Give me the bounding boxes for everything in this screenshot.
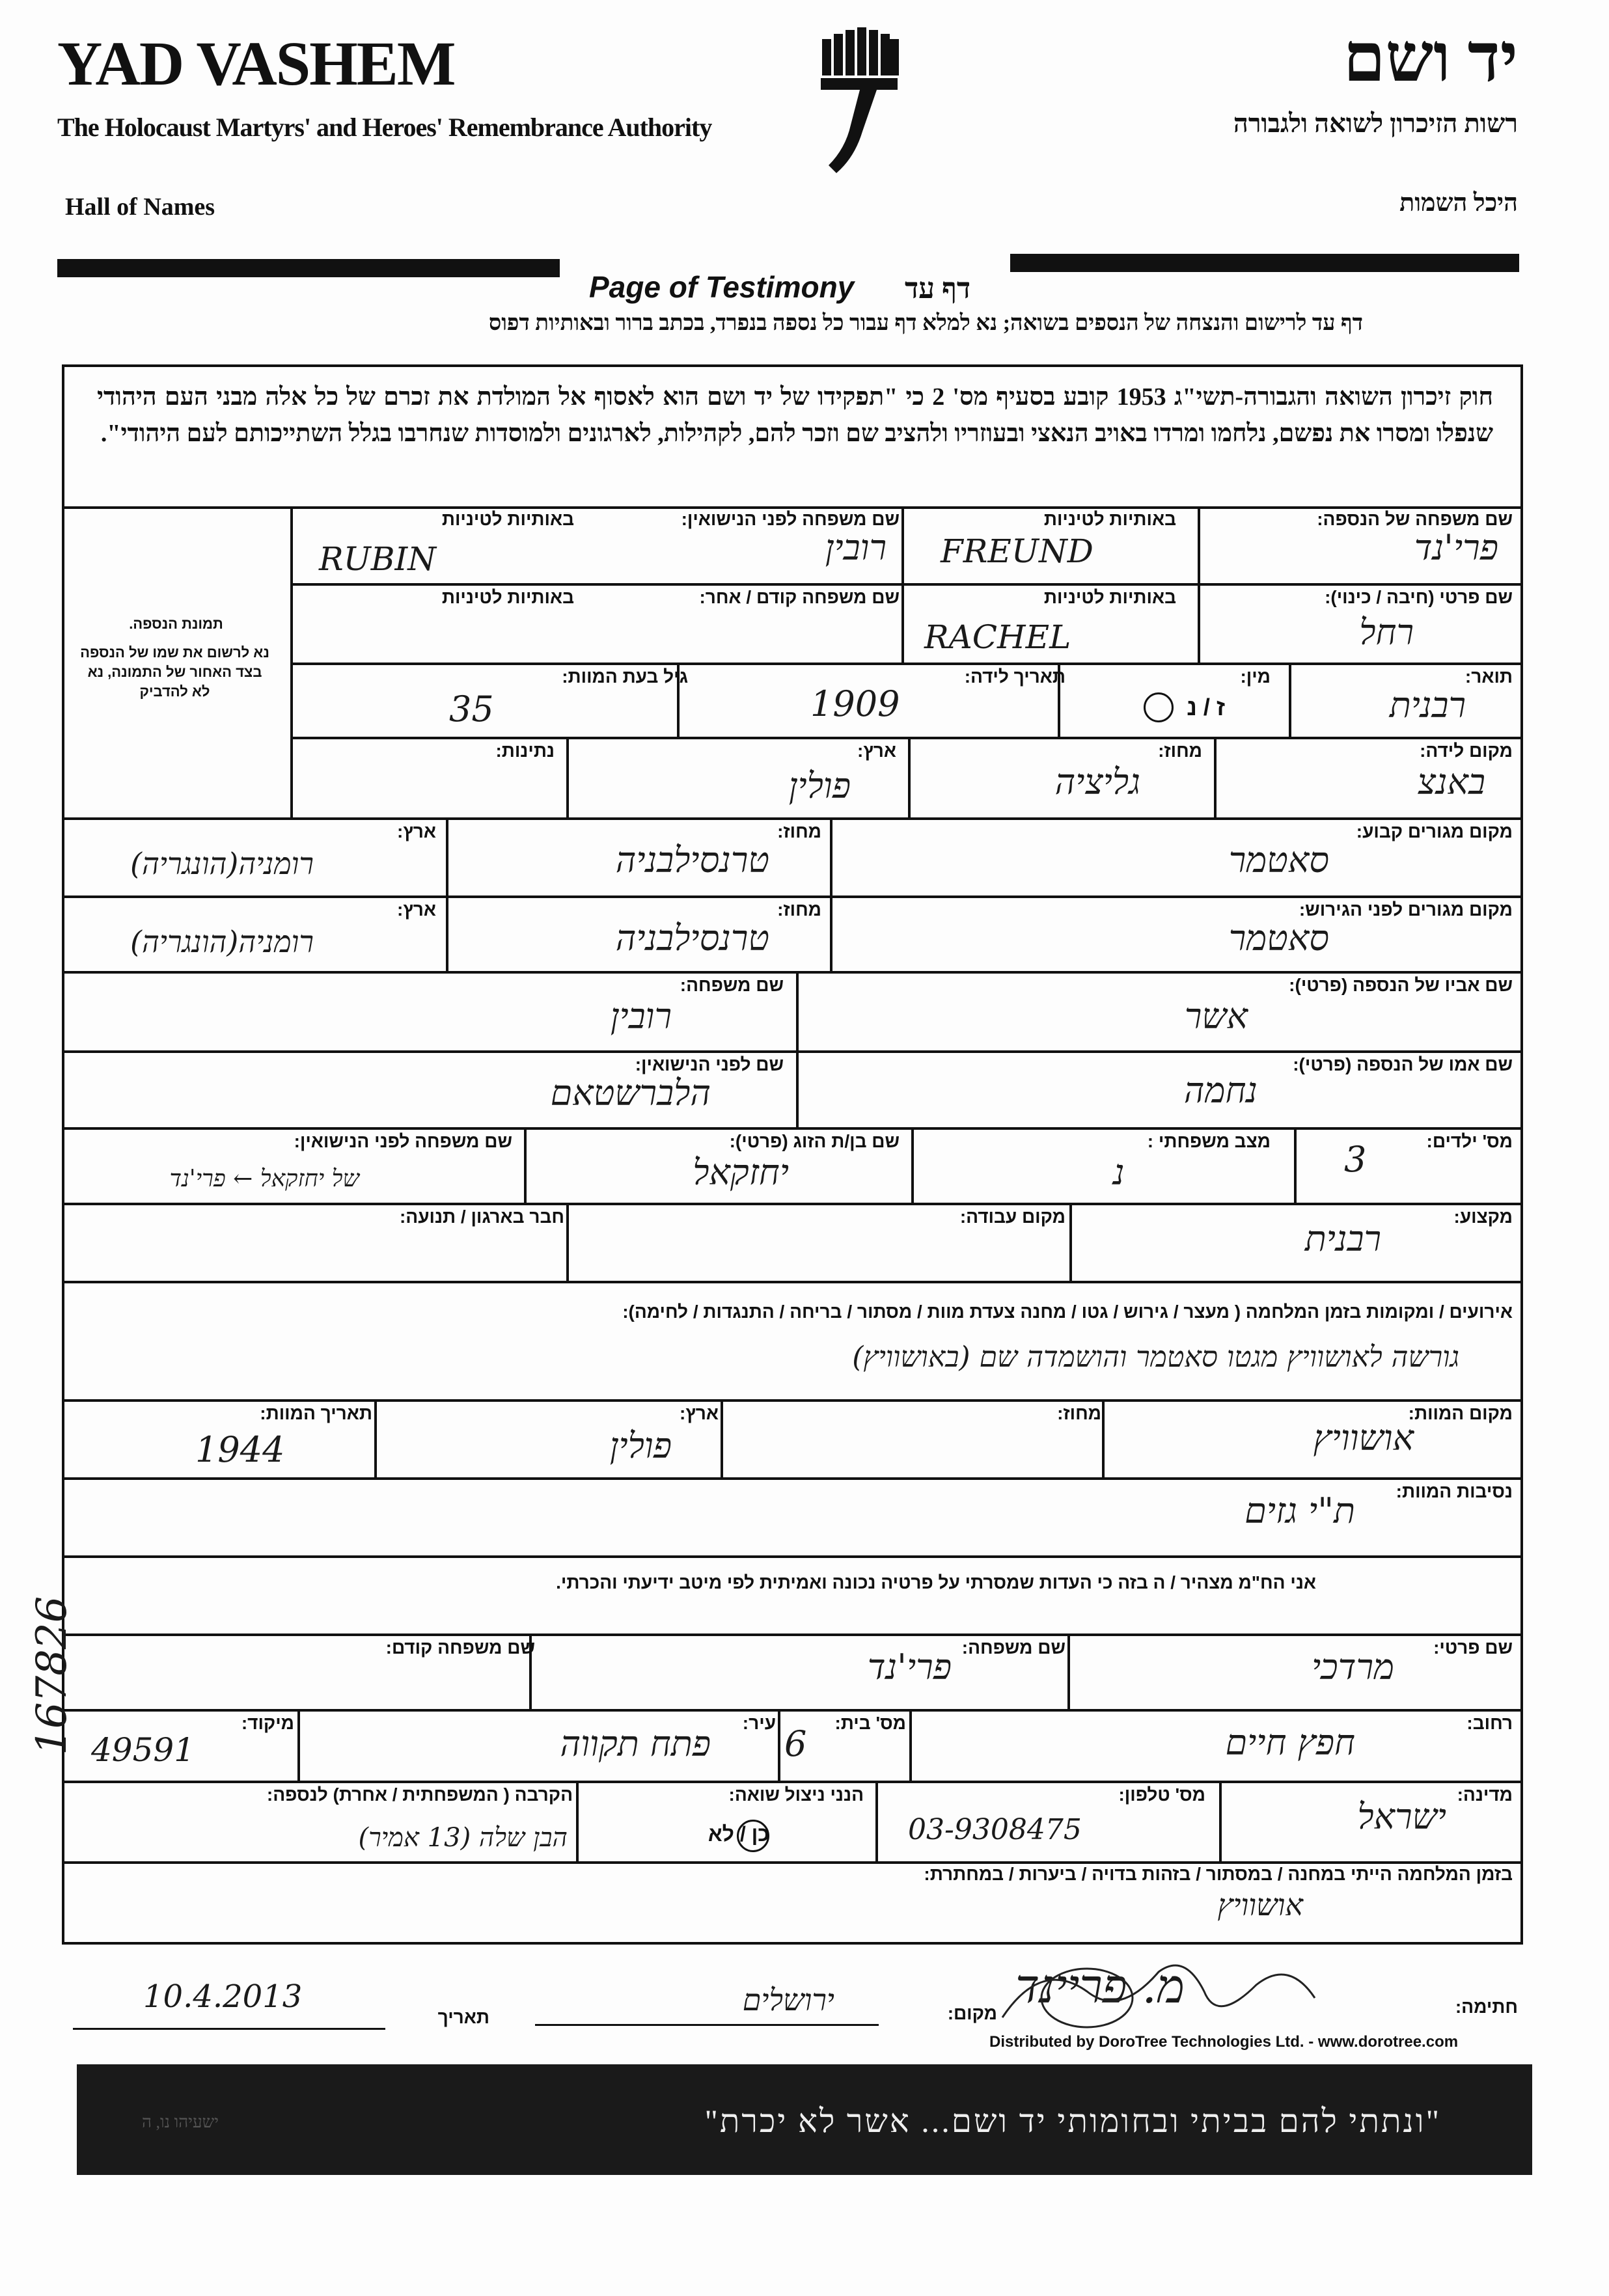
declaration-text: אני הח"מ מצהיר / ה בזה כי העדות שמסרתי על פרטיה נכונה ואמיתית לפי מיטב ידיעתי והכרתי. (556, 1572, 1316, 1592)
label-spouse-name: שם בן/ת הזוג (פרטי): (729, 1131, 900, 1151)
label-place: מקום: (947, 2003, 997, 2023)
label-witness-prev: שם משפחה קודם: (385, 1637, 535, 1658)
label-before-dep-region: מחוז: (777, 899, 821, 920)
label-house-no: מס' בית: (834, 1713, 906, 1733)
page-title-en: Page of Testimony (589, 270, 855, 304)
label-gender: מין: (1240, 666, 1271, 687)
value-maiden-latin[interactable]: RUBIN (319, 540, 437, 578)
date-line (73, 2028, 385, 2030)
gender-selected-circle-icon (1144, 692, 1174, 722)
value-first-he[interactable]: רחל (1359, 612, 1414, 653)
hall-of-names-en: Hall of Names (65, 193, 215, 221)
org-subtitle-he: רשות הזיכרון לשואה ולגבורה (1233, 109, 1518, 138)
label-first-name: שם פרטי (חיבה / כינוי): (1325, 587, 1513, 607)
label-signature: חתימה: (1455, 1997, 1518, 2017)
value-death-date[interactable]: 1944 (195, 1429, 285, 1470)
footer-band (77, 2064, 1532, 2175)
header-bar-right (1010, 254, 1519, 272)
photo-box[interactable] (62, 506, 293, 819)
distributor-credit: Distributed by DoroTree Technologies Ltd. - www.dorotree.com (989, 2033, 1459, 2051)
value-age-at-death[interactable]: 35 (449, 689, 494, 730)
value-street[interactable]: חפץ חיים (1225, 1722, 1355, 1763)
label-age-at-death: גיל בעת המוות: (562, 666, 688, 687)
label-death-circumstances: נסיבות המוות: (1396, 1481, 1513, 1501)
gender-options[interactable]: ז / נ (1187, 694, 1225, 720)
label-latin-3: באותיות לטיניות (1043, 587, 1176, 607)
value-title[interactable]: רבנית (1389, 685, 1466, 726)
label-marital-status: מצב משפחתי : (1147, 1131, 1271, 1151)
label-profession: מקצוע: (1453, 1207, 1513, 1227)
label-date: תאריך (437, 2007, 489, 2027)
label-wartime-events: אירועים / ומקומות בזמן המלחמה ( מעצר / גירוש / גטו / מחנה צעדת מוות / מסתור / בריחה / התנגדות / לחימה): (622, 1302, 1513, 1322)
value-signature[interactable]: מ. פריינד (1015, 1959, 1185, 2014)
value-relation[interactable]: הבן שלה (13 אמיר) (358, 1823, 568, 1853)
org-name-he: יד ושם (1343, 21, 1518, 96)
label-mother-maiden: שם לפני הנישואין: (635, 1054, 784, 1074)
value-zip[interactable]: 49591 (91, 1731, 195, 1769)
label-witness-first: שם פרטי: (1433, 1637, 1513, 1658)
value-death-country[interactable]: פולין (609, 1425, 672, 1466)
label-state: מדינה: (1457, 1784, 1513, 1805)
value-phone[interactable]: 03-9308475 (908, 1813, 1082, 1846)
header-bar-left (57, 259, 560, 277)
law-box (62, 364, 1523, 506)
yad-vashem-logo-icon (817, 27, 901, 177)
value-first-latin[interactable]: RACHEL (924, 618, 1071, 656)
value-permanent-region[interactable]: טרנסילבניה (615, 840, 769, 881)
label-before-deportation: מקום מגורים לפני הגירוש: (1299, 899, 1513, 920)
label-relation: הקרבה ( המשפחתית / אחרת) לנספה: (266, 1784, 573, 1805)
label-citizenship: נתינות: (495, 741, 555, 761)
row-declaration (62, 1557, 1523, 1633)
value-before-dep-country[interactable]: רומניה(הונגריה) (130, 924, 314, 959)
signature-scribble-icon (989, 1946, 1328, 2043)
label-father-family: שם משפחה: (680, 975, 784, 995)
label-birth-date: תאריך לידה: (964, 666, 1066, 687)
label-permanent-residence: מקום מגורים קבוע: (1356, 821, 1513, 841)
page-title-he: דף עד (905, 273, 971, 305)
label-wartime-whereabouts: בזמן המלחמה הייתי במחנה / במסתור / בזהות בדויה / ביערות / במחתרת: (924, 1864, 1513, 1884)
label-workplace: מקום עבודה: (959, 1207, 1066, 1227)
label-spouse-maiden: שם משפחה לפני הנישואין: (294, 1131, 512, 1151)
label-city: עיר: (742, 1713, 776, 1733)
law-text: חוק זיכרון השואה והגבורה-תשי"ג 1953 קובע בסעיף מס' 2 כי "תפקידו של יד ושם הוא לאסוף אל המולדת את זכרם של כל אלה מבני העם היהודי שנפלו ומסרו את נפשם, נלחמו ומרדו באויב הנאצי ובעוזריו ולהציב שם וזכר להם, לקהילות, לארגונים ולמוסדות שנחרבו בגלל השתייכותם לעם היהודי". (97, 383, 1493, 447)
value-permanent-country[interactable]: רומניה(הונגריה) (130, 846, 314, 881)
label-death-date: תאריך המוות: (260, 1403, 372, 1423)
row-profession (62, 1204, 1523, 1281)
margin-number: 167826 (28, 1596, 76, 1755)
value-birth-year[interactable]: 1909 (810, 683, 900, 724)
label-phone: מס' טלפון: (1118, 1784, 1205, 1805)
value-death-circumstances[interactable]: ת"י גזים (1245, 1490, 1355, 1531)
value-state[interactable]: ישראל (1357, 1796, 1446, 1837)
value-date[interactable]: 10.4.2013 (143, 1978, 303, 2015)
value-marital-status[interactable]: נ (1113, 1152, 1125, 1193)
label-before-dep-country: ארץ: (397, 899, 436, 920)
value-profession[interactable]: רבנית (1304, 1218, 1381, 1259)
value-birth-region[interactable]: גליציה (1054, 761, 1140, 802)
value-before-dep-region[interactable]: טרנסילבניה (615, 918, 769, 959)
label-mother-name: שם אמו של הנספה (פרטי): (1293, 1054, 1513, 1074)
label-birth-country: ארץ: (857, 741, 896, 761)
label-prev-name: שם משפחה קודם / אחר: (699, 587, 900, 607)
photo-box-note: נא לרשום את שמו של הנספה בצד האחור של התמונה, נא לא להדביק (80, 644, 269, 700)
label-latin-2: באותיות לטיניות (441, 509, 574, 529)
photo-box-title: תמונת הנספה. (129, 616, 223, 632)
label-death-region: מחוז: (1057, 1403, 1101, 1423)
value-birth-country[interactable]: פולין (788, 765, 851, 806)
value-spouse-maiden[interactable]: של יחזקאל ← פרי'נד (169, 1166, 359, 1192)
org-subtitle-en: The Holocaust Martyrs' and Heroes' Remembrance Authority (57, 113, 712, 142)
value-witness-family[interactable]: פרי'נד (867, 1647, 952, 1688)
survivor-options[interactable]: כן / לא (708, 1822, 769, 1846)
label-death-place: מקום המוות: (1408, 1403, 1513, 1423)
label-birth-place: מקום לידה: (1420, 741, 1513, 761)
label-street: רחוב: (1466, 1713, 1513, 1733)
label-latin-1: באותיות לטיניות (1043, 509, 1176, 529)
value-surname-latin[interactable]: FREUND (941, 532, 1093, 570)
value-num-children[interactable]: 3 (1344, 1139, 1367, 1180)
label-org-member: חבר בארגון / תנועה: (399, 1207, 564, 1227)
row-birth-place (293, 738, 1523, 817)
label-father-name: שם אביו של הנספה (פרטי): (1289, 975, 1513, 995)
label-permanent-country: ארץ: (397, 821, 436, 841)
instructions: דף עד לרישום והנצחה של הנספים בשואה; נא למלא דף עבור כל נספה בנפרד, בכתב ברור ובאותיות דפוס (488, 311, 1363, 335)
value-birth-place[interactable]: באנצ (1417, 761, 1485, 802)
footer-source: ישעיהו נו, ה (142, 2112, 219, 2131)
value-mother-maiden[interactable]: הלברשטאם (550, 1073, 711, 1114)
label-title: תואר: (1465, 666, 1513, 687)
value-city[interactable]: פתח תקווה (560, 1723, 711, 1764)
label-surname: שם משפחה של הנספה: (1317, 509, 1513, 529)
label-latin-4: באותיות לטיניות (441, 587, 574, 607)
value-place[interactable]: ירושלים (742, 1982, 834, 2017)
label-zip: מיקוד: (241, 1713, 294, 1733)
value-wartime-events[interactable]: גורשה לאושוויץ מגטו סאטמר והושמדה שם (באושוויץ) (852, 1341, 1459, 1374)
label-num-children: מס' ילדים: (1426, 1131, 1513, 1151)
survivor-yes-circle-icon (737, 1820, 769, 1852)
value-death-place[interactable]: אושוויץ (1313, 1417, 1414, 1458)
org-name-en: YAD VASHEM (57, 29, 455, 98)
place-line (535, 2024, 879, 2026)
label-birth-region: מחוז: (1158, 741, 1202, 761)
value-before-dep-residence[interactable]: סאטמר (1228, 918, 1329, 959)
label-permanent-region: מחוז: (777, 821, 821, 841)
label-death-country: ארץ: (680, 1403, 719, 1423)
label-witness-family: שם משפחה: (961, 1637, 1066, 1658)
label-survivor: הנני ניצול שואה: (728, 1784, 864, 1805)
row-witness-name (62, 1635, 1523, 1709)
hall-of-names-he: היכל השמות (1399, 189, 1518, 217)
value-permanent-residence[interactable]: סאטמר (1228, 840, 1329, 881)
value-mother-first[interactable]: נחמה (1183, 1070, 1258, 1111)
footer-quote: "ונתתי להם בביתי ובחומותי יד ושם... אשר לא יכרת" (704, 2103, 1441, 2139)
value-house-no[interactable]: 6 (784, 1723, 807, 1764)
value-surname-he[interactable]: פרי'נד (1414, 527, 1498, 568)
value-father-family[interactable]: רובין (610, 996, 672, 1037)
value-father-first[interactable]: אשר (1184, 996, 1248, 1037)
value-spouse-first[interactable]: יחזקאל (693, 1152, 789, 1193)
label-maiden: שם משפחה לפני הנישואין: (681, 509, 900, 529)
value-maiden-he[interactable]: רובין (825, 527, 887, 568)
value-witness-first[interactable]: מרדכי (1312, 1647, 1394, 1688)
value-wartime-whereabouts[interactable]: אושוויץ (1217, 1887, 1303, 1922)
